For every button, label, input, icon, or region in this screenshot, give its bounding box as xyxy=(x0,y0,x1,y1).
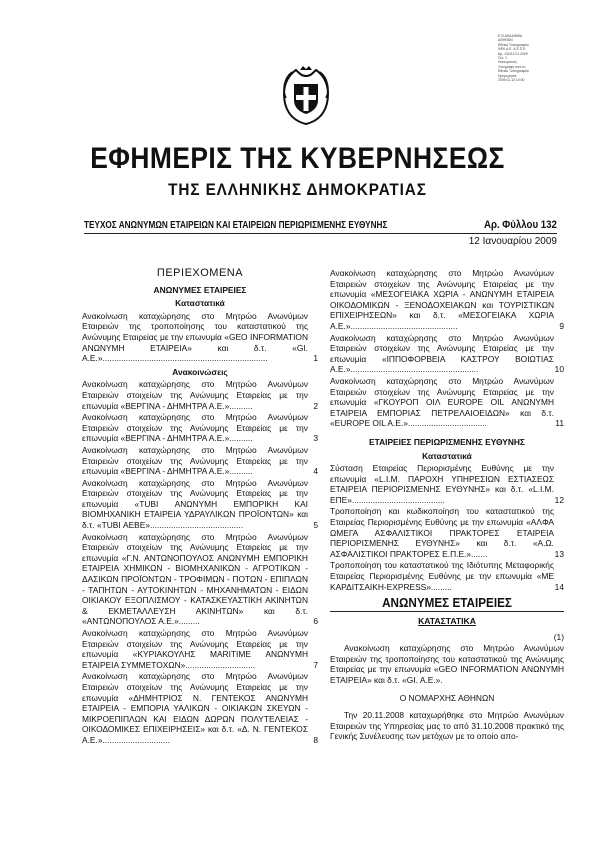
toc-sub-statutes: Καταστατικά xyxy=(175,298,225,309)
toc-entry-text: Σύσταση Εταιρείας Περιορισμένης Ευθύνης με την επωνυμία «L.I.M. ΠΑΡΟΧΗ ΥΠΗΡΕΣΙΩΝ ΕΣΤΙΑΣΕΩΣ ΕΤΑΙΡΕΙΑ ΠΕΡΙΟΡΙΣΜΕΝΗΣ ΕΥΘΥΝΗΣ» και δ.τ. «L.I.M. ΕΠΕ»........................................ xyxy=(330,463,554,505)
toc-entry-page: 10 xyxy=(554,364,564,375)
issue-date: 12 Ιανουαρίου 2009 xyxy=(468,236,557,247)
toc-entry-page: 2 xyxy=(313,400,318,411)
toc-entry-page: 6 xyxy=(313,616,318,627)
toc-entry-page: 3 xyxy=(313,433,318,444)
body-subheading: ΚΑΤΑΣΤΑΤΙΚΑ xyxy=(418,615,476,626)
header-rule xyxy=(84,233,557,234)
stamp-line: Σελ. 1 xyxy=(498,56,508,61)
toc-entry-text: Ανακοίνωση καταχώρησης στο Μητρώο Ανωνύμων Εταιρειών στοιχείων της Ανώνυμης Εταιρείας με την επωνυμία «ΚΥΡΙΑΚΟΥΛΗΣ MARITIME ΑΝΩΝΥΜΗ ΕΤΑΙΡΕΙΑ ΣΥΜΜΕΤΟΧΩΝ».............................. xyxy=(82,628,308,670)
toc-entry xyxy=(82,379,318,411)
toc-entry-text: Ανακοίνωση καταχώρησης στο Μητρώο Ανωνύμων Εταιρειών στοιχείων της Ανώνυμης Εταιρείας με την επωνυμία «TUBI ΑΝΩΝΥΜΗ ΕΜΠΟΡΙΚΗ ΚΑΙ ΒΙΟΜΗΧΑΝΙΚΗ ΕΤΑΙΡΕΙΑ ΥΔΡΑΥΛΙΚΩΝ ΠΡΟΪΟΝΤΩΝ» και δ.τ. «TUBI ΑΕΒΕ»........................................ xyxy=(82,477,308,531)
stamp-line: Ηλεκτρονική xyxy=(498,60,517,65)
stamp-line: Εθνικό Τυπογραφείο xyxy=(498,42,529,47)
toc-entry-page: 4 xyxy=(313,466,318,477)
toc-entry-page: 12 xyxy=(554,494,564,505)
issue-series: ΤΕΥΧΟΣ ΑΝΩΝΥΜΩΝ ΕΤΑΙΡΕΙΩΝ ΚΑΙ ΕΤΑΙΡΕΙΩΝ ΠΕΡΙΩΡΙΣΜΕΝΗΣ ΕΥΘΥΝΗΣ xyxy=(84,220,388,231)
toc-section-epe: ΕΤΑΙΡΕΙΕΣ ΠΕΡΙΩΡΙΣΜΕΝΗΣ ΕΥΘΥΝΗΣ xyxy=(369,436,525,447)
toc-entry xyxy=(330,463,564,505)
toc-entry-text: Ανακοίνωση καταχώρησης στο Μητρώο Ανωνύμων Εταιρειών στοιχείων της Ανώνυμης Εταιρείας με την επωνυμία «Γ.Ν. ΑΝΤΩΝΟΠΟΥΛΟΣ ΑΝΩΝΥΜΗ ΕΜΠΟΡΙΚΗ ΕΤΑΙΡΕΙΑ ΧΗΜΙΚΩΝ - ΒΙΟΜΗΧΑΝΙΚΩΝ - ΑΓΡΟΤΙΚΩΝ - ΔΑΣΙΚΩΝ ΠΡΟΪΟΝΤΩΝ - ΤΡΟΦΙΜΩΝ - ΠΟΤΩΝ - ΕΠΙΠΛΩΝ - ΤΑΠΗΤΩΝ - ΑΥΤΟΚΙΝΗΤΩΝ - ΜΗΧΑΝΗΜΑΤΩΝ - ΕΙΔΩΝ ΟΙΚΙΑΚΟΥ ΕΞΟΠΛΙΣΜΟΥ - ΚΑΤΑΣΚΕΥΑΣΤΙΚΗ ΑΚΙΝΗΤΩΝ & ΕΚΜΕΤΑΛΛΕΥΣΗ ΑΚΙΝΗΤΩΝ» και δ.τ. «ΑΝΤΩΝΟΠΟΥΛΟΣ Α.Ε.»......... xyxy=(82,531,308,627)
toc-entry-page: 7 xyxy=(313,659,318,670)
toc-entry-text: Ανακοίνωση καταχώρησης στο Μητρώο Ανωνύμων Εταιρειών στοιχείων της Ανώνυμης Εταιρείας με την επωνυμία «ΜΕΣΟΓΕΙΑΚΑ ΧΩΡΙΑ - ΑΝΩΝΥΜΗ ΕΤΑΙΡΕΙΑ ΟΙΚΟΔΟΜΙΚΩΝ - ΞΕΝΟΔΟΧΕΙΑΚΩΝ και ΤΟΥΡΙΣΤΙΚΩΝ ΕΠΙΧΕΙΡΗΣΕΩΝ» και δ.τ. «ΜΕΣΟΓΕΙΑΚΑ ΧΩΡΙΑ Α.Ε.».............................................. xyxy=(330,268,554,331)
toc-entry-page: 8 xyxy=(313,734,318,745)
toc-entry-text: Ανακοίνωση καταχώρησης στο Μητρώο Ανωνύμων Εταιρειών στοιχείων της Ανώνυμης Εταιρείας με την επωνυμία «ΔΗΜΗΤΡΙΟΣ Ν. ΓΕΝΤΕΚΟΣ ΑΝΩΝΥΜΗ ΕΤΑΙΡΕΙΑ - ΕΜΠΟΡΙΑ ΥΑΛΙΚΩΝ - ΟΙΚΙΑΚΩΝ ΣΚΕΥΩΝ - ΜΙΚΡΟΕΠΙΠΛΩΝ ΚΑΙ ΕΙΔΩΝ ΔΩΡΩΝ ΠΟΛΥΤΕΛΕΙΑΣ - ΟΙΚΟΔΟΜΙΚΕΣ ΕΠΙΧΕΙΡΗΣΕΙΣ» και δ.τ. «Δ. Ν. ΓΕΝΤΕΚΟΣ Α.Ε.»............................. xyxy=(82,671,308,745)
article-authority: Ο ΝΟΜΑΡΧΗΣ ΑΘΗΝΩΝ xyxy=(399,693,495,704)
toc-entry xyxy=(330,333,564,375)
toc-heading: ΠΕΡΙΕΧΟΜΕΝΑ xyxy=(156,267,244,279)
right-column xyxy=(330,268,564,742)
toc-sub-statutes-epe: Καταστατικά xyxy=(422,450,472,461)
stamp-line: Υπογραφή από το xyxy=(498,64,526,69)
stamp-line: Ημερομηνία: xyxy=(498,73,517,78)
stamp-line: ΑΘΗΝΩΝ xyxy=(498,38,513,43)
toc-entry xyxy=(330,268,564,332)
toc-entry-text: Τροποποίηση και κωδικοποίηση του καταστατικού της Εταιρείας Περιορισμένης Ευθύνης με την επωνυμία «ΑΛΦΑ ΩΜΕΓΑ ΑΣΦΑΛΙΣΤΙΚΟΙ ΠΡΑΚΤΟΡΕΣ ΕΤΑΙΡΕΙΑ ΠΕΡΙΟΡΙΣΜΕΝΗΣ ΕΥΘΥΝΗΣ» και δ.τ. «Α.Ω. ΑΣΦΑΛΙΣΤΙΚΟΙ ΠΡΑΚΤΟΡΕΣ Ε.Π.Ε.»....... xyxy=(330,506,554,559)
toc-entry-text: Ανακοίνωση καταχώρησης στο Μητρώο Ανωνύμων Εταιρειών στοιχείων της Ανώνυμης Εταιρείας με την επωνυμία «ΙΠΠΟΦΟΡΒΕΙΑ ΚΑΣΤΡΟΥ ΒΟΙΩΤΙΑΣ Α.Ε.»....................................................... xyxy=(330,332,554,375)
toc-entry xyxy=(82,445,318,477)
toc-left-column xyxy=(82,268,318,747)
toc-entry-text: Ανακοίνωση καταχώρησης στο Μητρώο Ανωνύμων Εταιρειών στοιχείων της Ανώνυμης Εταιρείας με την επωνυμία «ΒΕΡΓΙΝΑ - ΔΗΜΗΤΡΑ Α.Ε.».......... xyxy=(82,412,308,444)
body-heading: ΑΝΩΝΥΜΕΣ ΕΤΑΙΡΕΙΕΣ xyxy=(382,595,512,611)
digital-signature-stamp xyxy=(498,34,556,82)
toc-entry-page: 1 xyxy=(313,353,318,364)
toc-entry-text: Ανακοίνωση καταχώρησης στο Μητρώο Ανωνύμων Εταιρειών στοιχείων της Ανώνυμης Εταιρείας με την επωνυμία «ΒΕΡΓΙΝΑ - ΔΗΜΗΤΡΑ Α.Ε.».......... xyxy=(82,379,308,411)
toc-entry-page: 14 xyxy=(554,581,564,592)
stamp-line: 2009.01.12 10:00 xyxy=(498,78,525,83)
toc-entry-text: Ανακοίνωση καταχώρησης στο Μητρώο Ανωνύμων Εταιρειών στοιχείων της Ανώνυμης Εταιρείας με την επωνυμία «ΒΕΡΓΙΝΑ - ΔΗΜΗΤΡΑ Α.Ε.».......... xyxy=(82,444,308,477)
article-paragraph: Την 20.11.2008 καταχωρήθηκε στο Μητρώο Ανωνύμων Εταιρειών της Υπηρεσίας μας το από 31.10.2008 πρακτικό της Γενικής Συνέλευσης των μετόχων με το οποίο απο- xyxy=(330,709,564,742)
toc-entry xyxy=(82,628,318,670)
toc-entry xyxy=(82,532,318,627)
toc-entry-text: Ανακοίνωση καταχώρησης στο Μητρώο Ανωνύμων Εταιρειών στοιχείων της Ανώνυμης Εταιρείας με την επωνυμία «ΓΚΟΥΡΟΠ ΟΙΛ EUROPE OIL ΑΝΩΝΥΜΗ ΕΤΑΙΡΕΙΑ ΕΜΠΟΡΙΑΣ ΠΕΤΡΕΛΑΙΟΕΙΔΩΝ» και δ.τ. «EUROPE OIL A.E.».................................. xyxy=(330,375,554,429)
toc-entry xyxy=(330,376,564,429)
toc-entry xyxy=(82,412,318,444)
gazette-title: ΕΦΗΜΕΡΙΣ ΤΗΣ ΚΥΒΕΡΝΗΣΕΩΣ xyxy=(90,142,505,175)
toc-entry-page: 13 xyxy=(554,548,564,559)
toc-entry-page: 11 xyxy=(555,418,564,429)
stamp-line: Ε.Θ.ΑΚΑΔΗΜΙΑ xyxy=(498,34,523,38)
stamp-line: ΦΕΚ Α.Ε. & Ε.Π.Ε. xyxy=(498,47,527,52)
toc-entry-text: Ανακοίνωση καταχώρησης στο Μητρώο Ανωνύμων Εταιρειών της τροποποίησης του καταστατικού της Ανώνυμης Εταιρείας με την επωνυμία «GEO INFORMATION ΑΝΩΝΥΜΗ ΕΤΑΙΡΕΙΑ» και δ.τ. «GI. A.E.»....................................................................... xyxy=(82,310,308,364)
greek-coat-of-arms-icon xyxy=(280,64,332,128)
toc-entry-page: 9 xyxy=(559,320,564,331)
toc-entry xyxy=(82,311,318,364)
toc-entry xyxy=(330,560,564,592)
issue-number: Αρ. Φύλλου 132 xyxy=(484,219,557,231)
body-heading-rule xyxy=(330,611,564,612)
toc-entry-page: 5 xyxy=(313,520,318,531)
toc-sub-notices: Ανακοινώσεις xyxy=(172,366,228,377)
toc-entry-text: Τροποποίηση του καταστατικού της Ιδιότυπης Μεταφορικής Εταιρείας Περιορισμένης Ευθύνης με την επωνυμία «ΜΕ ΚΑΡΔΙΤΣΑΙΚΗ-EXPRESS»......... xyxy=(330,560,554,592)
article-title: Ανακοίνωση καταχώρησης στο Μητρώο Ανωνύμων Εταιρειών της τροποποίησης του καταστατικού της Ανώνυμης Εταιρείας με την επωνυμία «GEO INFORMATION ΑΝΩΝΥΜΗ ΕΤΑΙΡΕΙΑ» και δ.τ. «GI. A.E.». xyxy=(330,643,564,685)
toc-entry xyxy=(82,671,318,745)
toc-epe-list xyxy=(330,463,564,592)
gazette-subtitle: ΤΗΣ ΕΛΛΗΝΙΚΗΣ ΔΗΜΟΚΡΑΤΙΑΣ xyxy=(168,180,427,199)
toc-statutes-list xyxy=(82,311,318,364)
toc-notices-list-continued xyxy=(330,268,564,429)
toc-notices-list xyxy=(82,379,318,745)
article-number: (1) xyxy=(553,632,564,643)
toc-section-ae: ΑΝΩΝΥΜΕΣ ΕΤΑΙΡΕΙΕΣ xyxy=(153,284,247,295)
stamp-line: Αρ. 132/12.01.2009 xyxy=(498,51,528,56)
stamp-line: Εθνικό Τυπογραφείο xyxy=(498,69,529,74)
toc-entry xyxy=(330,506,564,559)
toc-entry xyxy=(82,478,318,531)
